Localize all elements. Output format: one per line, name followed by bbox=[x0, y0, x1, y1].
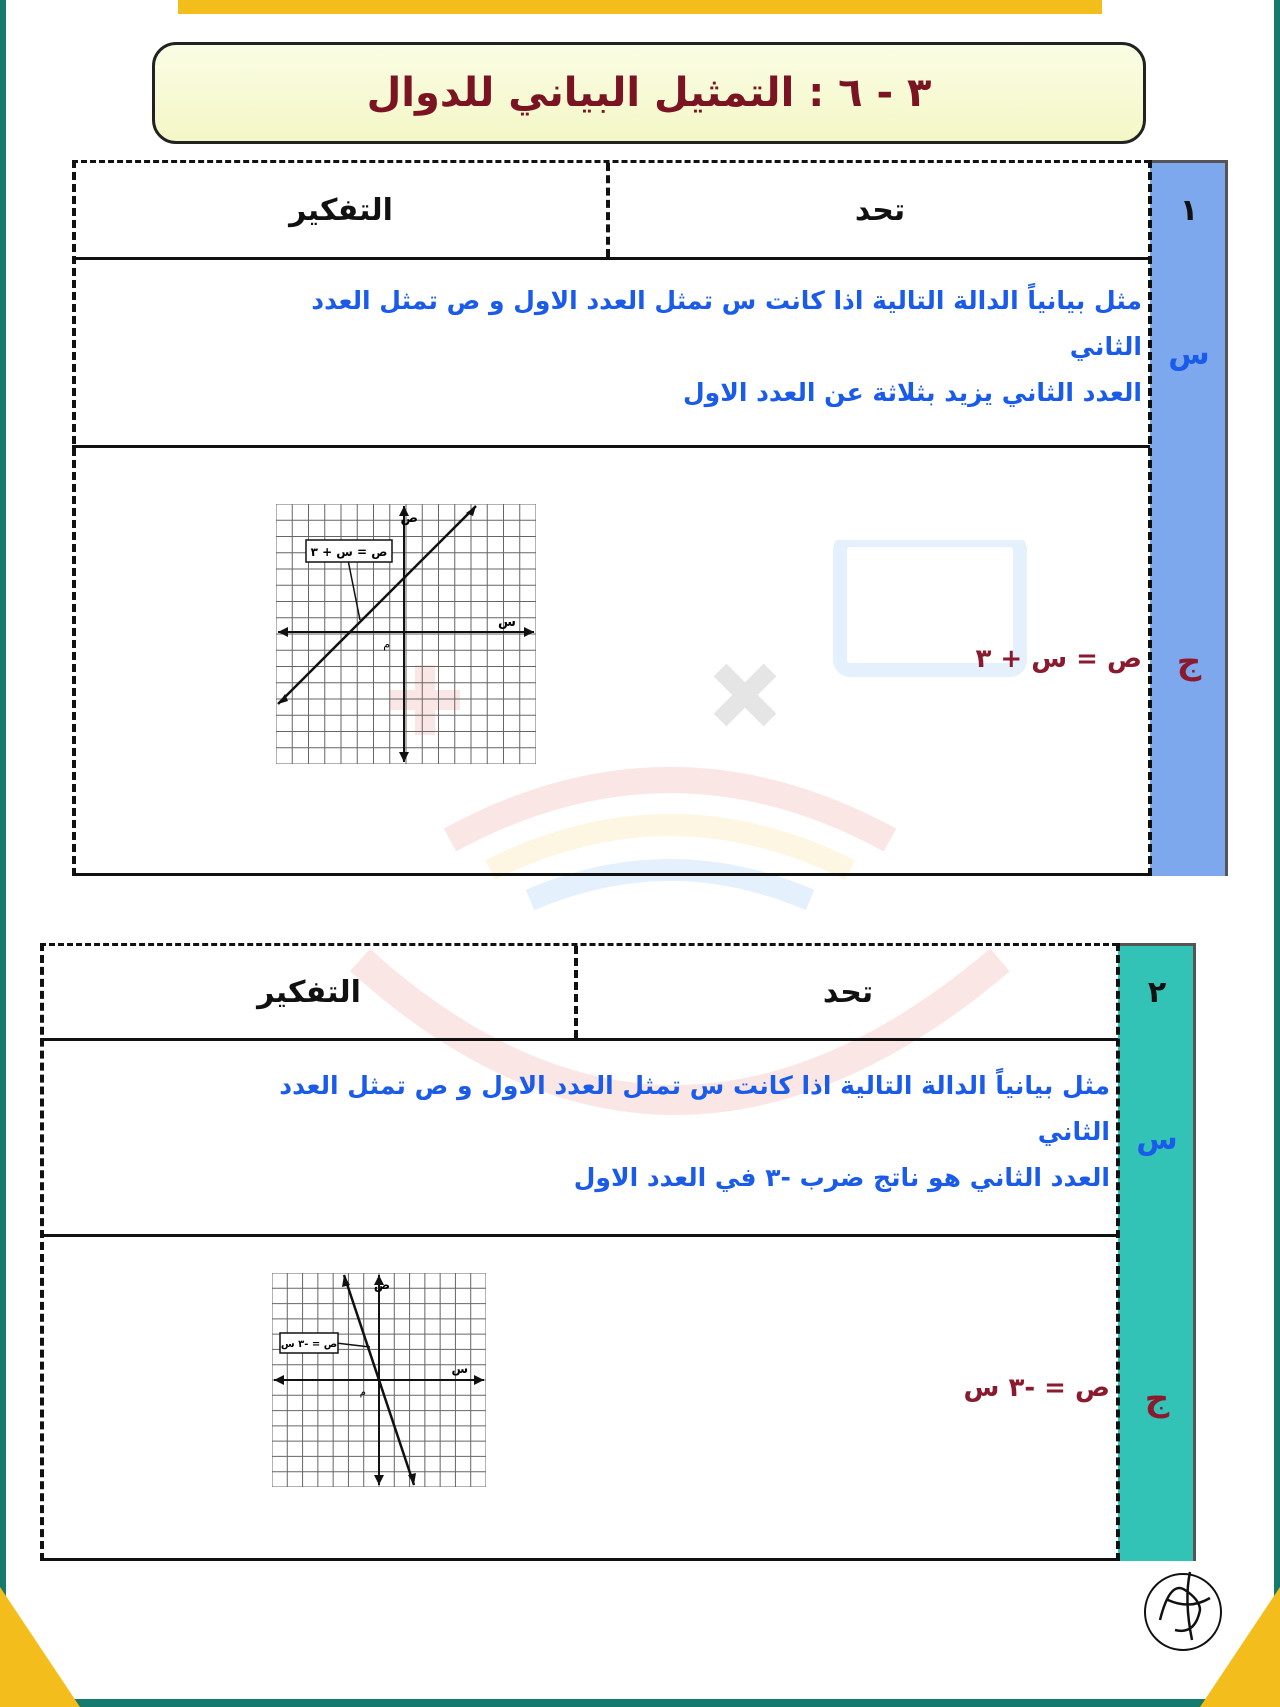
graph-y-axis-label-1: ص bbox=[400, 511, 418, 526]
question-line-2a: مثل بيانياً الدالة التالية اذا كانت س تمثل العدد الاول و ص تمثل العدد bbox=[279, 1071, 1110, 1100]
problem-number-2: ٢ bbox=[1147, 974, 1167, 1010]
header-challenge-2: تحد bbox=[822, 974, 874, 1010]
answer-equation-2: ص = -٣ س bbox=[963, 1373, 1110, 1403]
question-line-1c: العدد الثاني يزيد بثلاثة عن العدد الاول bbox=[682, 378, 1142, 407]
problem-card-2 bbox=[40, 943, 1196, 1561]
graph-origin-label-1: م bbox=[383, 638, 390, 651]
header-challenge-1: تحد bbox=[854, 192, 906, 228]
page-frame-right bbox=[1274, 0, 1280, 1707]
header-thinking-1: التفكير bbox=[289, 192, 393, 228]
question-label-2: س bbox=[1136, 1121, 1178, 1157]
title-banner bbox=[152, 42, 1146, 144]
page-frame-left bbox=[0, 0, 6, 1707]
graph-x-axis-label-2: س bbox=[451, 1362, 468, 1376]
question-label-1: س bbox=[1168, 336, 1210, 372]
graph-y-axis-label-2: ص bbox=[373, 1278, 390, 1292]
question-row-1 bbox=[72, 260, 1150, 448]
page-title: ٣ - ٦ : التمثيل البياني للدوال bbox=[366, 70, 932, 116]
problem-number-1: ١ bbox=[1179, 192, 1199, 228]
graph-2 bbox=[272, 1273, 486, 1487]
question-row-2 bbox=[40, 1041, 1118, 1237]
question-line-2c: العدد الثاني هو ناتج ضرب -٣ في العدد الاول bbox=[573, 1163, 1110, 1192]
answer-equation-1: ص = س + ٣ bbox=[975, 644, 1142, 674]
top-decorative-bar bbox=[178, 0, 1102, 14]
answer-row-2 bbox=[40, 1237, 1118, 1561]
graph-x-axis-label-1: س bbox=[498, 615, 516, 630]
header-row-1 bbox=[72, 160, 1150, 260]
signature-seal bbox=[1140, 1560, 1226, 1656]
page-frame-bottom bbox=[0, 1699, 1280, 1707]
question-text-1 bbox=[142, 278, 1142, 416]
corner-decoration-left bbox=[0, 1587, 80, 1707]
question-text-2 bbox=[110, 1063, 1110, 1201]
graph-origin-label-2: م bbox=[359, 1387, 366, 1398]
answer-label-2: ج bbox=[1144, 1379, 1170, 1419]
answer-label-1: ج bbox=[1176, 642, 1202, 682]
question-line-1b: الثاني bbox=[1069, 332, 1142, 361]
header-thinking-2: التفكير bbox=[257, 974, 361, 1010]
graph-equation-label-1: ص = س + ٣ bbox=[310, 545, 388, 559]
question-line-1a: مثل بيانياً الدالة التالية اذا كانت س تمثل العدد الاول و ص تمثل العدد bbox=[311, 286, 1142, 315]
header-row-2 bbox=[40, 943, 1118, 1041]
graph-1 bbox=[276, 504, 536, 764]
problem-card-1 bbox=[72, 160, 1228, 876]
graph-equation-label-2: ص = -٣ س bbox=[280, 1339, 338, 1350]
answer-row-1 bbox=[72, 448, 1150, 876]
question-line-2b: الثاني bbox=[1037, 1117, 1110, 1146]
